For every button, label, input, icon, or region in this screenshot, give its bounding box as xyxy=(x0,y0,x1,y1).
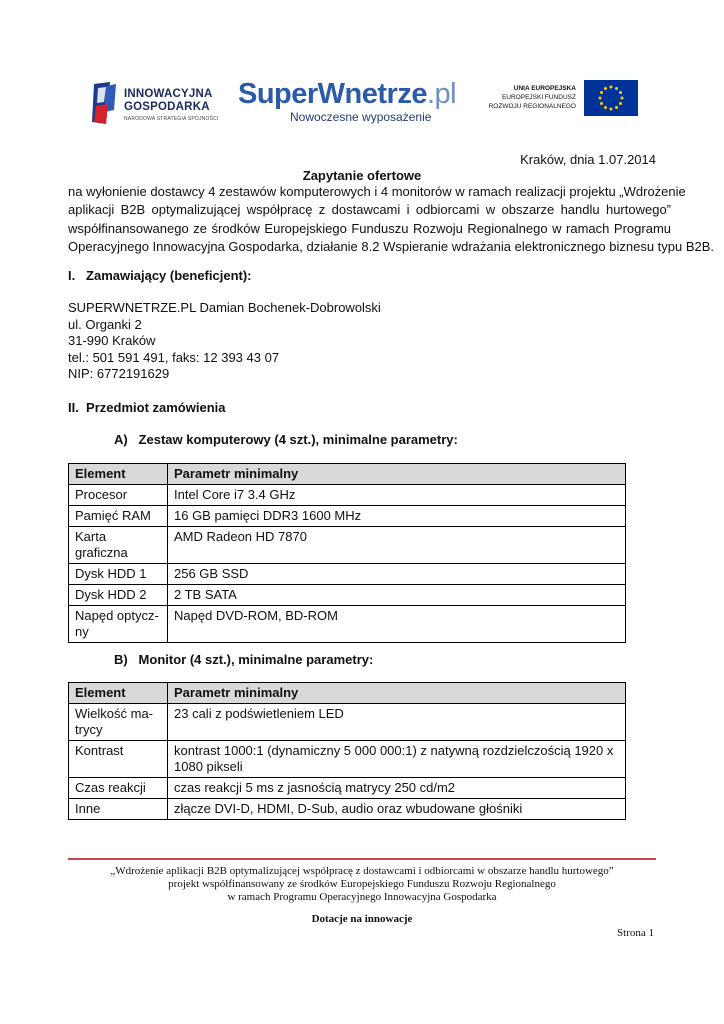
sw-brand-name xyxy=(238,78,456,111)
table-row xyxy=(69,485,626,506)
table-row xyxy=(69,741,626,778)
page-number: Strona 1 xyxy=(617,927,654,939)
table-cell-element: Inne xyxy=(69,799,168,820)
table-header-cell: Element xyxy=(69,464,168,485)
table-cell-parameter: 16 GB pamięci DDR3 1600 MHz xyxy=(168,506,626,527)
section-heading-przedmiot: II. Przedmiot zamówienia xyxy=(68,400,226,415)
document-title: Zapytanie ofertowe xyxy=(302,168,422,183)
table-cell-parameter: złącze DVI-D, HDMI, D-Sub, audio oraz wbudowane głośniki xyxy=(168,799,626,820)
eu-logo xyxy=(486,80,638,120)
sw-brand-main: SuperWnetrze xyxy=(238,78,427,110)
sw-tagline: Nowoczesne wyposażenie xyxy=(290,110,432,124)
table-cell-element: Napęd optycz- ny xyxy=(69,606,168,643)
superwnetrze-logo xyxy=(238,80,462,126)
ig-flag-icon xyxy=(90,80,118,126)
eu-line3: ROZWOJU REGIONALNEGO xyxy=(488,103,576,110)
header-logos xyxy=(86,74,638,130)
computer-spec-table xyxy=(68,463,626,643)
table-cell-element: Procesor xyxy=(69,485,168,506)
table-cell-parameter: 256 GB SSD xyxy=(168,564,626,585)
footer-cofinancing: projekt współfinansowany ze środków Europejskiego Funduszu Rozwoju Regionalnego xyxy=(168,878,556,890)
table-row xyxy=(69,704,626,741)
footer-divider xyxy=(68,858,656,860)
table-cell-element: Dysk HDD 1 xyxy=(69,564,168,585)
table-row xyxy=(69,778,626,799)
subsection-heading-zestaw: A) Zestaw komputerowy (4 szt.), minimalne parametry: xyxy=(114,432,458,447)
table-cell-parameter: Napęd DVD-ROM, BD-ROM xyxy=(168,606,626,643)
section-heading-zamawiajacy: I. Zamawiający (beneficjent): xyxy=(68,268,252,283)
intro-paragraph xyxy=(68,183,715,257)
eu-flag-icon xyxy=(584,80,638,116)
table-cell-parameter: Intel Core i7 3.4 GHz xyxy=(168,485,626,506)
table-cell-element: Wielkość ma- trycy xyxy=(69,704,168,741)
footer-programme: w ramach Programu Operacyjnego Innowacyjna Gospodarka xyxy=(227,891,497,903)
beneficiary-nip: NIP: 6772191629 xyxy=(68,366,170,381)
table-cell-element: Karta graficzna xyxy=(69,527,168,564)
intro-line: na wyłonienie dostawcy 4 zestawów komputerowych i 4 monitorów w ramach realizacji projektu „Wdrożenie xyxy=(68,184,686,199)
intro-line: współfinansowanego ze środków Europejskiego Funduszu Rozwoju Regionalnego w ramach Programu xyxy=(68,220,671,236)
intro-line: Operacyjnego Innowacyjna Gospodarka, działanie 8.2 Wspieranie wdrażania elektronicznego biznesu typu B2B. xyxy=(68,239,715,255)
table-row xyxy=(69,799,626,820)
table-header-cell: Parametr minimalny xyxy=(168,464,626,485)
ig-title-line2: GOSPODARKA xyxy=(124,101,210,113)
innowacyjna-gospodarka-logo xyxy=(86,78,231,128)
table-header-cell: Parametr minimalny xyxy=(168,683,626,704)
document-date: Kraków, dnia 1.07.2014 xyxy=(520,152,656,167)
table-cell-element: Pamięć RAM xyxy=(69,506,168,527)
table-row xyxy=(69,506,626,527)
table-cell-parameter: 23 cali z podświetleniem LED xyxy=(168,704,626,741)
table-row xyxy=(69,564,626,585)
table-header-cell: Element xyxy=(69,683,168,704)
table-row xyxy=(69,606,626,643)
table-cell-parameter: czas reakcji 5 ms z jasnością matrycy 250 cd/m2 xyxy=(168,778,626,799)
beneficiary-address xyxy=(68,300,381,383)
intro-line: aplikacji B2B optymalizującej współpracę z dostawcami i odbiorcami w obszarze handlu hurtowego” xyxy=(68,202,671,218)
ig-subtitle: NARODOWA STRATEGIA SPÓJNOŚCI xyxy=(124,116,219,122)
table-cell-parameter: 2 TB SATA xyxy=(168,585,626,606)
table-header-row xyxy=(69,683,626,704)
table-header-row xyxy=(69,464,626,485)
table-cell-parameter: AMD Radeon HD 7870 xyxy=(168,527,626,564)
table-row xyxy=(69,585,626,606)
ig-title-line1: INNOWACYJNA xyxy=(124,88,213,100)
beneficiary-city: 31-990 Kraków xyxy=(68,333,156,348)
sw-brand-tld: .pl xyxy=(426,78,457,110)
monitor-spec-table xyxy=(68,682,626,820)
eu-line1: UNIA EUROPEJSKA xyxy=(513,85,576,92)
footer-slogan: Dotacje na innowacje xyxy=(311,913,413,925)
table-row xyxy=(69,527,626,564)
beneficiary-street: ul. Organki 2 xyxy=(68,316,142,332)
table-cell-element: Dysk HDD 2 xyxy=(69,585,168,606)
subsection-heading-monitor: B) Monitor (4 szt.), minimalne parametry: xyxy=(114,652,374,667)
table-cell-parameter: kontrast 1000:1 (dynamiczny 5 000 000:1) z natywną rozdzielczością 1920 x 1080 pikseli xyxy=(168,741,626,778)
footer-project-title: „Wdrożenie aplikacji B2B optymalizującej współpracę z dostawcami i odbiorcami w obszarze handlu hurtowego” xyxy=(110,865,614,877)
eu-line2: EUROPEJSKI FUNDUSZ xyxy=(501,94,576,101)
table-cell-element: Czas reakcji xyxy=(69,778,168,799)
beneficiary-name: SUPERWNETRZE.PL Damian Bochenek-Dobrowolski xyxy=(68,300,381,315)
table-cell-element: Kontrast xyxy=(69,741,168,778)
eu-logo-text xyxy=(489,84,576,111)
beneficiary-phone: tel.: 501 591 491, faks: 12 393 43 07 xyxy=(68,349,280,365)
